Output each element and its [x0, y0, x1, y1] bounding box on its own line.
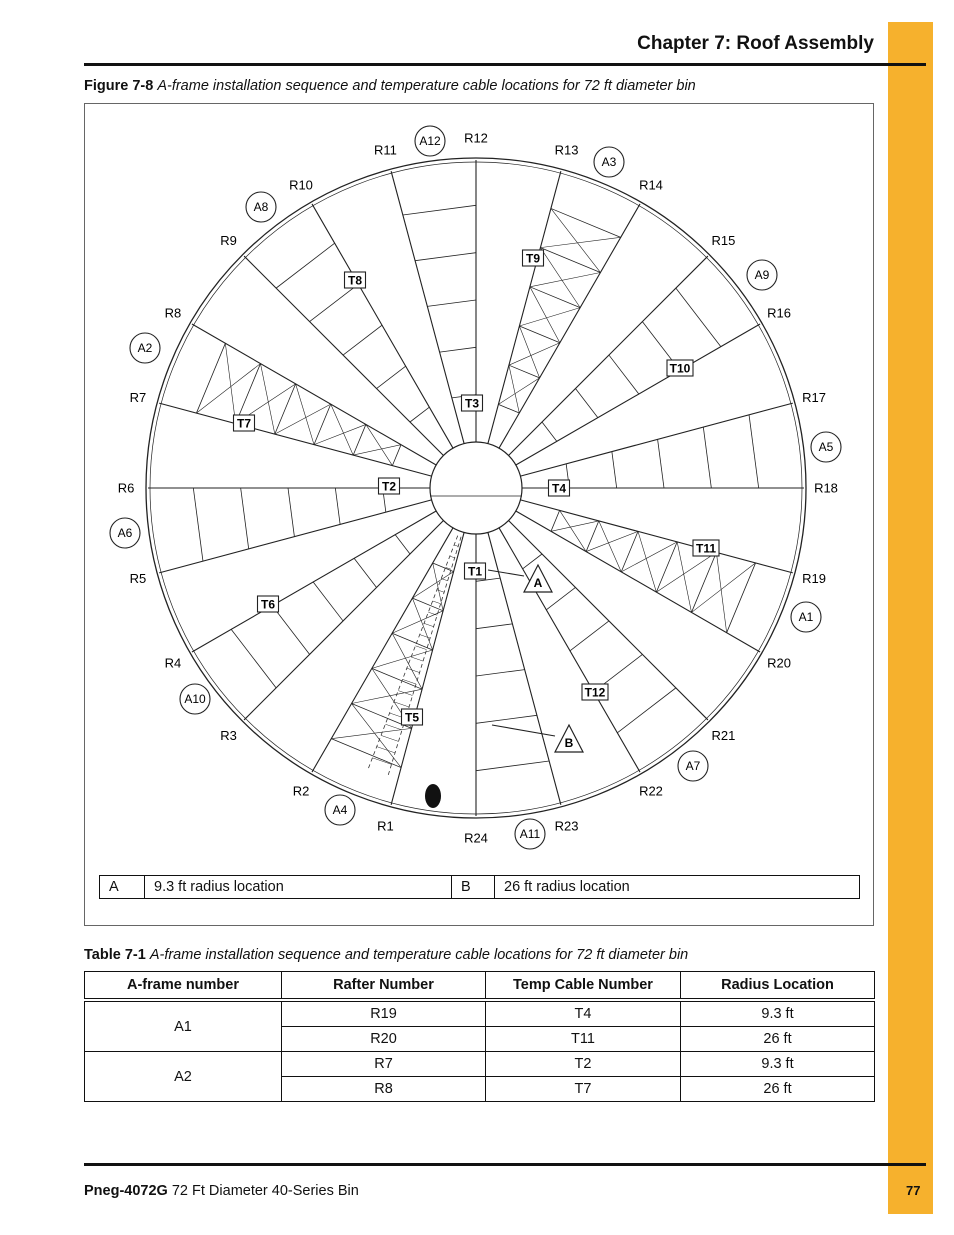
- table-header-row: [85, 972, 875, 1001]
- panel-stiffener: [392, 445, 401, 466]
- ladder-rung: [394, 702, 409, 707]
- panel-stiffener: [276, 243, 335, 288]
- panel-stiffener: [231, 629, 276, 688]
- panel-stiffener: [551, 208, 621, 237]
- panel-stiffener: [703, 427, 711, 488]
- cable-label-t12: T12: [584, 685, 606, 700]
- rafter-label-r7: R7: [129, 389, 147, 405]
- cable-label-t4: T4: [551, 481, 567, 496]
- panel-stiffener: [395, 535, 410, 554]
- rafter-cell: R19: [282, 1000, 486, 1027]
- panel-stiffener: [372, 668, 422, 689]
- document-number: Pneg-4072G: [84, 1183, 168, 1199]
- ladder-rung: [450, 556, 455, 558]
- aframe-label-a1: A1: [798, 610, 814, 624]
- truss-brace: [225, 343, 235, 423]
- rafter-label-r5: R5: [129, 571, 147, 587]
- rafter-label-r10: R10: [289, 177, 313, 193]
- cable-label-t8: T8: [347, 273, 363, 288]
- page-number: 77: [906, 1183, 921, 1198]
- rafter-label-r22: R22: [639, 783, 663, 799]
- truss-brace: [331, 728, 411, 738]
- panel-stiffener: [498, 404, 519, 413]
- rafter-label-r21: R21: [711, 727, 736, 743]
- figure-caption-text: A-frame installation sequence and temperature cable locations for 72 ft diameter bin: [157, 78, 696, 94]
- rafter-line: [244, 521, 443, 720]
- truss-brace: [519, 326, 539, 378]
- aframe-label-a3: A3: [601, 155, 617, 169]
- cable-cell: T2: [486, 1052, 681, 1077]
- truss-brace: [275, 404, 331, 434]
- aframe-label-a10: A10: [184, 692, 206, 706]
- truss-brace: [196, 364, 260, 414]
- panel-stiffener: [377, 366, 406, 388]
- rafter-line: [516, 324, 760, 465]
- truss-brace: [509, 365, 519, 413]
- radius-cell: 26 ft: [681, 1077, 875, 1102]
- ladder-rung: [454, 545, 458, 546]
- footer-document: [84, 1183, 359, 1199]
- rafter-label-r17: R17: [802, 389, 827, 405]
- rafter-label-r2: R2: [292, 783, 310, 799]
- radius-cell: 9.3 ft: [681, 1052, 875, 1077]
- panel-stiffener: [288, 488, 294, 537]
- ladder-rung: [372, 758, 391, 765]
- aframe-label-a6: A6: [117, 526, 133, 540]
- aframe-label-a12: A12: [419, 134, 441, 148]
- legend-text-b: 26 ft radius location: [495, 876, 860, 899]
- panel-stiffener: [612, 452, 617, 488]
- panel-stiffener: [412, 598, 443, 611]
- legend-key-a: A: [100, 876, 145, 899]
- cable-cell: T4: [486, 1000, 681, 1027]
- rafter-label-r9: R9: [220, 233, 237, 249]
- panel-stiffener: [617, 688, 676, 733]
- document-title: 72 Ft Diameter 40-Series Bin: [171, 1183, 359, 1199]
- panel-stiffener: [196, 343, 225, 413]
- panel-stiffener: [476, 624, 512, 629]
- panel-stiffener: [410, 407, 429, 422]
- rafter-label-r20: R20: [767, 655, 792, 671]
- rafter-label-r3: R3: [220, 727, 237, 743]
- panel-stiffener: [476, 670, 525, 676]
- aframe-label-a7: A7: [685, 759, 701, 773]
- rafter-label-r24: R24: [464, 830, 488, 846]
- panel-stiffener: [727, 563, 756, 633]
- panel-stiffener: [575, 389, 597, 418]
- truss-brace: [621, 542, 677, 572]
- chapter-title: Chapter 7: Roof Assembly: [637, 33, 874, 54]
- footer-rule: [84, 1163, 926, 1166]
- table-row: [85, 1052, 875, 1077]
- truss-brace: [551, 521, 599, 531]
- header-radius: Radius Location: [681, 972, 875, 1001]
- truss-brace: [353, 445, 401, 455]
- panel-stiffener: [476, 715, 537, 723]
- cable-label-t5: T5: [404, 710, 420, 725]
- truss-brace: [551, 208, 601, 272]
- rafter-label-r15: R15: [711, 233, 736, 249]
- rafter-line: [159, 403, 431, 476]
- rafter-cell: R8: [282, 1077, 486, 1102]
- figure-legend: [99, 875, 860, 899]
- rafter-line: [244, 256, 443, 455]
- rafter-line: [520, 500, 792, 573]
- panel-stiffener: [331, 739, 401, 768]
- panel-stiffener: [656, 542, 677, 592]
- cable-label-t2: T2: [381, 479, 397, 494]
- panel-stiffener: [551, 510, 560, 531]
- cable-label-t11: T11: [695, 541, 717, 556]
- header-aframe: A-frame number: [85, 972, 282, 1001]
- rafter-label-r11: R11: [373, 142, 397, 158]
- ladder-rung: [411, 657, 423, 661]
- ladder-rung: [407, 668, 420, 672]
- rafter-label-r12: R12: [464, 130, 488, 146]
- aframe-cell: A2: [85, 1052, 282, 1102]
- rafter-label-r19: R19: [802, 571, 827, 587]
- panel-stiffener: [275, 384, 296, 434]
- panel-stiffener: [476, 761, 549, 771]
- truss-brace: [331, 404, 353, 455]
- truss-brace: [530, 287, 560, 343]
- cable-label-t3: T3: [464, 396, 480, 411]
- rafter-cell: R7: [282, 1052, 486, 1077]
- ladder-rung: [437, 590, 444, 592]
- truss-brace: [433, 563, 443, 611]
- ladder-rail: [388, 537, 461, 775]
- cable-label-t1: T1: [467, 564, 483, 579]
- marker-label-a: A: [533, 576, 543, 590]
- ladder-rung: [420, 635, 430, 639]
- rafter-label-r8: R8: [164, 305, 182, 321]
- rafter-label-r18: R18: [814, 480, 838, 496]
- aframe-cell: A1: [85, 1000, 282, 1052]
- truss-brace: [314, 424, 366, 444]
- ladder-rung: [441, 579, 447, 581]
- panel-stiffener: [314, 404, 331, 444]
- aframe-label-a9: A9: [754, 268, 770, 282]
- panel-stiffener: [692, 552, 717, 612]
- ladder-rung: [381, 735, 398, 741]
- panel-stiffener: [335, 488, 340, 524]
- panel-stiffener: [241, 488, 249, 549]
- panel-stiffener: [354, 558, 376, 587]
- panel-stiffener: [509, 365, 540, 378]
- marker-label-b: B: [564, 736, 574, 750]
- table-row: [85, 1000, 875, 1027]
- panel-stiffener: [193, 488, 203, 561]
- panel-stiffener: [676, 288, 721, 347]
- rafter-label-r4: R4: [164, 655, 182, 671]
- cable-label-t9: T9: [525, 251, 541, 266]
- rafter-line: [488, 171, 561, 443]
- ladder-rung: [428, 612, 437, 615]
- panel-stiffener: [343, 325, 382, 355]
- vent-hole: [425, 784, 441, 808]
- panel-stiffener: [540, 248, 600, 273]
- panel-stiffener: [658, 439, 664, 488]
- panel-stiffener: [586, 521, 599, 552]
- ladder-rung: [385, 724, 402, 730]
- panel-stiffener: [427, 300, 476, 306]
- panel-stiffener: [415, 253, 476, 261]
- marker-leader: [488, 570, 524, 576]
- panel-stiffener: [570, 621, 609, 651]
- truss-brace: [509, 343, 560, 365]
- aframe-label-a11: A11: [519, 827, 541, 841]
- header-cable: Temp Cable Number: [486, 972, 681, 1001]
- table-caption-text: A-frame installation sequence and temperature cable locations for 72 ft diameter bin: [149, 947, 689, 963]
- panel-stiffener: [749, 415, 759, 488]
- rafter-label-r6: R6: [117, 480, 135, 496]
- panel-stiffener: [392, 633, 432, 650]
- aframe-label-a2: A2: [137, 341, 153, 355]
- cable-label-t10: T10: [669, 361, 691, 376]
- panel-stiffener: [403, 205, 476, 215]
- panel-stiffener: [519, 326, 559, 343]
- ladder-rung: [415, 646, 426, 650]
- rafter-label-r14: R14: [639, 177, 663, 193]
- rafter-label-r16: R16: [767, 305, 792, 321]
- aframe-label-a8: A8: [253, 200, 269, 214]
- figure-label: Figure 7-8: [84, 78, 154, 94]
- truss-brace: [692, 563, 756, 613]
- cable-label-t6: T6: [260, 597, 276, 612]
- rafter-label-r23: R23: [554, 818, 579, 834]
- rafter-line: [391, 532, 464, 804]
- legend-key-b: B: [452, 876, 495, 899]
- table-caption: [84, 947, 688, 963]
- cable-cell: T7: [486, 1077, 681, 1102]
- cable-cell: T11: [486, 1027, 681, 1052]
- panel-stiffener: [313, 582, 343, 621]
- rafter-line: [192, 511, 436, 652]
- panel-stiffener: [530, 287, 580, 308]
- cable-label-t7: T7: [236, 416, 252, 431]
- truss-brace: [599, 521, 621, 572]
- center-ring: [430, 442, 522, 534]
- rafter-cell: R20: [282, 1027, 486, 1052]
- truss-brace: [392, 611, 443, 633]
- panel-stiffener: [609, 355, 639, 394]
- header-rafter: Rafter Number: [282, 972, 486, 1001]
- panel-stiffener: [542, 422, 557, 441]
- panel-stiffener: [272, 606, 309, 655]
- rafter-line: [312, 204, 453, 448]
- aframe-label-a4: A4: [332, 803, 348, 817]
- rafter-line: [509, 256, 708, 455]
- rafter-label-r13: R13: [554, 142, 579, 158]
- aframe-label-a5: A5: [818, 440, 834, 454]
- truss-brace: [586, 531, 638, 551]
- panel-stiffener: [310, 284, 359, 321]
- rafter-label-r1: R1: [377, 818, 394, 834]
- radius-cell: 26 ft: [681, 1027, 875, 1052]
- legend-text-a: 9.3 ft radius location: [145, 876, 452, 899]
- ladder-rung: [424, 623, 434, 626]
- truss-brace: [716, 552, 726, 632]
- truss-brace: [540, 237, 620, 247]
- panel-stiffener: [621, 531, 638, 571]
- truss-brace: [412, 598, 432, 650]
- ladder-rung: [433, 601, 441, 604]
- aframe-table: [84, 971, 875, 1102]
- table-label: Table 7-1: [84, 947, 146, 963]
- panel-stiffener: [440, 347, 476, 352]
- marker-leader: [492, 725, 555, 736]
- panel-stiffener: [353, 424, 366, 455]
- radius-cell: 9.3 ft: [681, 1000, 875, 1027]
